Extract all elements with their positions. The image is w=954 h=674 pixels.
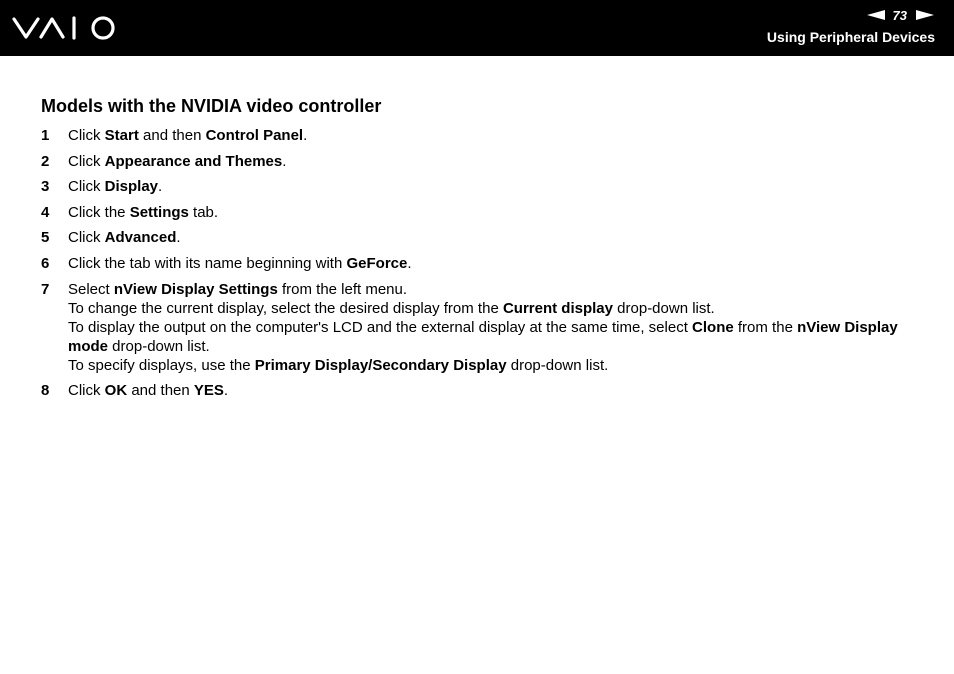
step-text: drop-down list. <box>613 299 715 317</box>
step-line <box>68 381 921 400</box>
step-text: Click the tab with its name beginning with <box>68 254 347 272</box>
step-ui-term: Primary Display/Secondary Display <box>254 356 507 374</box>
step-text: . <box>407 254 412 272</box>
step-number: 2 <box>41 152 50 170</box>
step-text: and then <box>138 127 206 144</box>
header-bar <box>0 0 954 56</box>
step-text: Click <box>68 382 105 400</box>
step-text: To display the output on the computer's LCD and the external display at the same time, select <box>68 318 693 336</box>
step-item <box>41 280 921 375</box>
step-item <box>41 203 921 222</box>
step-ui-term: Start <box>104 127 139 144</box>
page-title: Models with the NVIDIA video controller <box>41 96 382 116</box>
step-text: . <box>176 229 181 247</box>
step-item <box>41 177 921 196</box>
step-ui-term: Appearance and Themes <box>104 152 283 170</box>
step-text: Click <box>68 229 105 247</box>
step-ui-term: Display <box>104 178 159 196</box>
step-text: . <box>303 127 308 144</box>
step-line <box>68 152 921 171</box>
step-number: 4 <box>41 203 50 221</box>
step-item <box>41 254 921 273</box>
step-text: and then <box>127 382 194 400</box>
step-ui-term: Settings <box>129 203 189 221</box>
step-text: . <box>158 178 163 196</box>
step-number: 5 <box>41 229 50 247</box>
step-text: To change the current display, select the desired display from the <box>68 299 503 317</box>
step-text: Select <box>68 280 114 298</box>
step-line <box>68 280 921 299</box>
step-item <box>41 126 921 145</box>
step-text: Click the <box>68 203 130 221</box>
step-text: Click <box>68 178 105 196</box>
step-item <box>41 152 921 171</box>
step-text: To specify displays, use the <box>68 356 255 374</box>
step-item <box>41 381 921 400</box>
page-number: 73 <box>892 7 907 23</box>
step-text: Click <box>68 152 105 170</box>
step-item <box>41 228 921 247</box>
step-ui-term: YES <box>193 382 224 400</box>
step-text: . <box>223 382 229 400</box>
step-text: drop-down list. <box>108 337 210 355</box>
step-text: tab. <box>188 203 219 221</box>
step-line <box>68 254 921 273</box>
step-text: Click <box>68 127 105 144</box>
triangle-left-icon[interactable] <box>867 10 885 20</box>
step-number: 7 <box>41 280 50 298</box>
step-line <box>68 177 921 196</box>
page-navigation <box>867 7 934 23</box>
step-line <box>68 228 921 247</box>
step-line <box>68 356 921 375</box>
step-ui-term: Current display <box>502 299 613 317</box>
section-title: Using Peripheral Devices <box>766 29 935 45</box>
step-text: . <box>282 152 287 170</box>
step-ui-term: nView Display Settings <box>113 280 278 298</box>
step-number: 8 <box>41 382 50 400</box>
step-text: drop-down list. <box>506 356 609 374</box>
steps-list <box>41 126 921 407</box>
step-ui-term: Clone <box>692 318 734 336</box>
vaio-logo <box>12 14 120 42</box>
step-ui-term: Control Panel <box>205 127 304 144</box>
step-number: 3 <box>41 178 50 196</box>
step-ui-term: OK <box>104 382 128 400</box>
step-text: from the <box>733 318 798 336</box>
step-line <box>68 203 921 222</box>
step-line <box>68 318 921 356</box>
step-number: 6 <box>41 254 50 272</box>
step-line <box>68 126 921 145</box>
step-text: from the left menu. <box>277 280 408 298</box>
step-ui-term: nView Display mode <box>68 318 898 355</box>
step-line <box>68 299 921 318</box>
step-number: 1 <box>41 127 50 144</box>
step-ui-term: GeForce <box>346 254 408 272</box>
triangle-right-icon[interactable] <box>916 10 934 20</box>
step-ui-term: Advanced <box>104 229 177 247</box>
